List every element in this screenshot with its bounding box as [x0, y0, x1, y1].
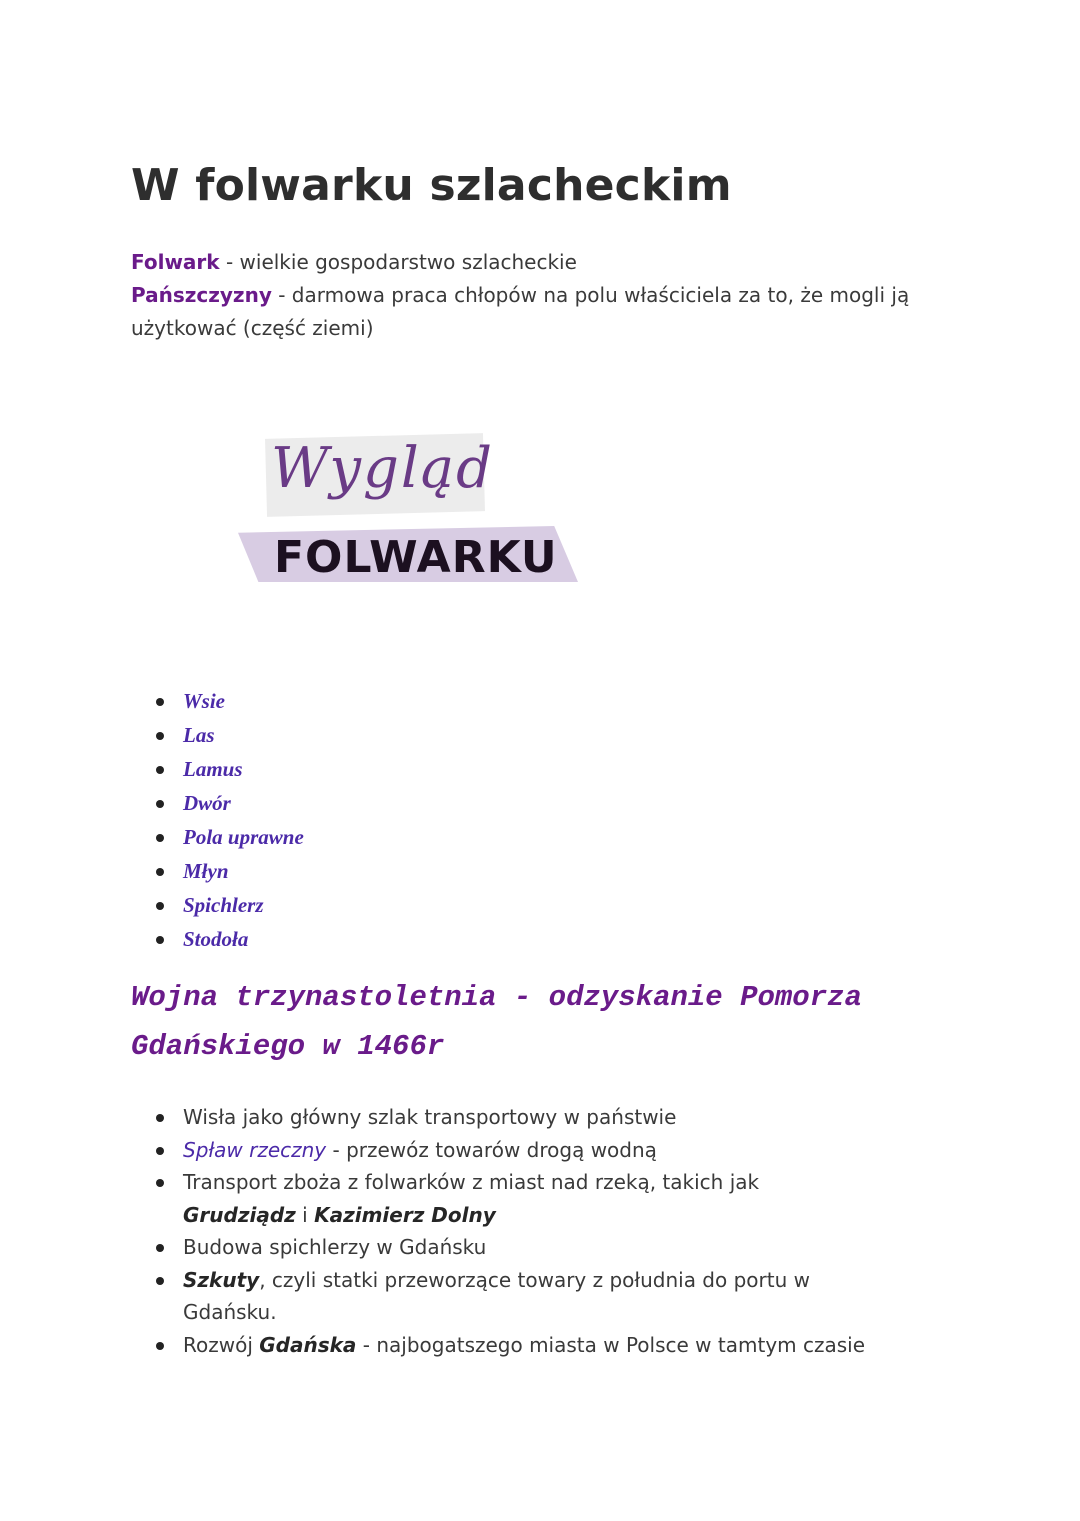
item-text: Wisła jako główny szlak transportowy w państwie: [183, 1105, 677, 1129]
definitions: [131, 246, 911, 345]
list-item: [156, 1264, 876, 1329]
emphasis: Grudziądz: [183, 1202, 296, 1227]
item-text: Budowa spichlerzy w Gdańsku: [183, 1235, 487, 1259]
definition-text: - wielkie gospodarstwo szlacheckie: [219, 250, 577, 274]
caps-title: FOLWARKU: [274, 532, 558, 583]
section-heading: Wojna trzynastoletnia - odzyskanie Pomorza Gdańskiego w 1466r: [131, 981, 862, 1063]
definition-panszczyzna: [131, 279, 911, 345]
page-title: W folwarku szlacheckim: [131, 160, 732, 211]
section-bullets: [156, 1101, 876, 1361]
list-item: Spichlerz: [156, 888, 304, 922]
list-item: Stodoła: [156, 922, 304, 956]
folwark-elements-list: [156, 684, 304, 956]
list-item: Wsie: [156, 684, 304, 718]
list-item: Dwór: [156, 786, 304, 820]
term: Folwark: [131, 250, 220, 274]
emphasis: Spław rzeczny: [183, 1137, 327, 1162]
handwritten-title: Wygląd: [271, 436, 494, 501]
list-item: [156, 1101, 876, 1134]
definition-folwark: [131, 246, 911, 279]
term: Pańszczyzny: [131, 283, 272, 307]
list-item: Pola uprawne: [156, 820, 304, 854]
emphasis: Gdańska: [259, 1332, 357, 1357]
list-item: [156, 1134, 876, 1167]
list-item: Lamus: [156, 752, 304, 786]
list-item: [156, 1231, 876, 1264]
emphasis: Kazimierz Dolny: [314, 1202, 496, 1227]
list-item: [156, 1166, 876, 1231]
item-text: , czyli statki przeworzące towary z południa do portu w Gdańsku.: [183, 1267, 810, 1324]
item-text: - przewóz towarów drogą wodną: [326, 1137, 657, 1162]
list-item: Młyn: [156, 854, 304, 888]
item-text: - najbogatszego miasta w Polsce w tamtym czasie: [356, 1332, 866, 1357]
list-item: [156, 1329, 876, 1362]
emphasis: Szkuty: [183, 1267, 260, 1292]
item-text: i: [295, 1202, 315, 1227]
wyglad-folwarku-image: [236, 428, 586, 593]
definition-text: - darmowa praca chłopów na polu właściciela za to, że mogli ją użytkować (część ziemi): [131, 283, 910, 340]
item-text: Rozwój: [183, 1332, 260, 1357]
item-text: Transport zboża z folwarków z miast nad rzeką, takich jak: [183, 1170, 760, 1194]
list-item: Las: [156, 718, 304, 752]
